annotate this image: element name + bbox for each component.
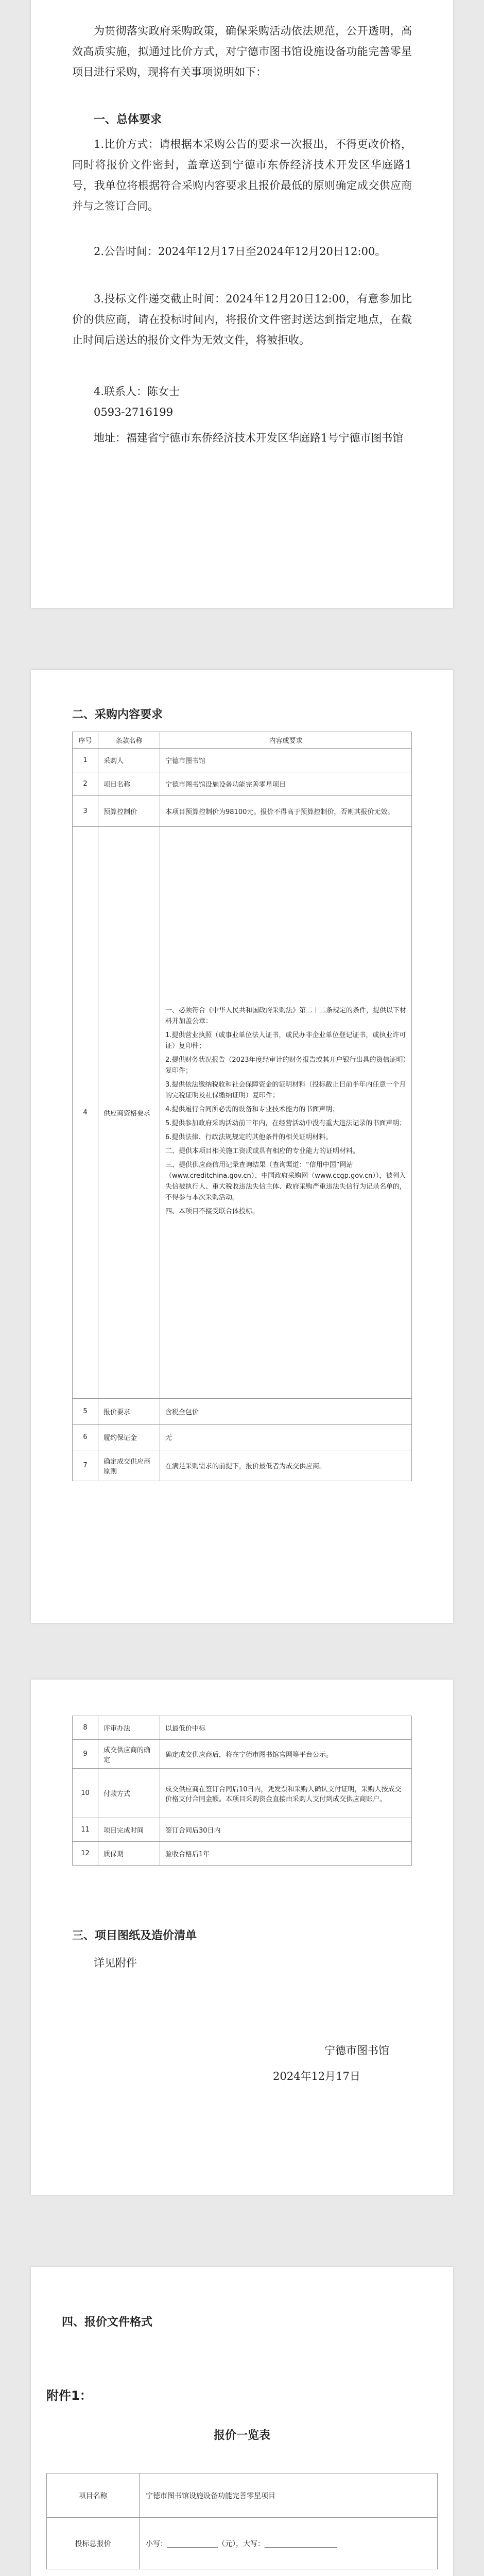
table-row: 1 采购人 宁德市图书馆 — [73, 749, 412, 772]
document-page-1 — [31, 0, 453, 608]
project-name-label: 项目名称 — [47, 2473, 140, 2518]
table-row: 6 履约保证金 无 — [73, 1425, 412, 1450]
drawings-note: 详见附件 — [94, 1957, 137, 1969]
header-content: 内容或要求 — [160, 732, 412, 749]
table-header-row — [73, 732, 412, 749]
table-row: 10 付款方式 成交供应商在签订合同后10日内，凭发票和采购人确认支付证明，采购人按成交价格支付合同金额。本项目采购资金直接由采购人支付到成交供应商账户。 — [73, 1769, 412, 1818]
total-price-label: 投标总报价 — [47, 2518, 140, 2569]
table-row-qualifications: 4 供应商资格要求 一、必须符合《中华人民共和国政府采购法》第二十二条规定的条件，提供以下材料并加盖公章： 1.提供营业执照（或事业单位法人证书，或民办非企业单位登记证书，或执业许可证）复印件； 2.提供财务状况报告（2023年度经审计的财务报告或其开户银行出具的资信证明）复印件； 3.提供依法缴纳税收和社会保障资金的证明材料（投标截止日前半年内任意一个月的完税证明及社保缴纳证明）复印件； 4.提供履行合同所必需的设备和专业技术能力的书面声明； 5.提供参加政府采购活动前三年内，在经营活动中没有重大违法记录的书面声明； 6.提供法律、行政法规规定的其他条件的相关证明材料。 二、提供本项目相关施工资质或具有相应的专业能力的证明材料。 三、提供供应商信用记录查询结果（查询渠道：“信用中国”网站（www.creditchina.gov.cn）、中国政府采购网（www.ccgp.gov.cn）），被列入失信被执行人、重大税收违法失信主体、政府采购严重违法失信行为记录名单的，不得参与本次采购活动。 四、本项目不接受联合体投标。 — [73, 827, 412, 1399]
contact-address: 地址：福建省宁德市东侨经济技术开发区华庭路1号宁德市图书馆 — [94, 432, 404, 444]
table-row: 9 成交供应商的确定 确定成交供应商后，将在宁德市图书馆官网等平台公示。 — [73, 1740, 412, 1769]
table-row: 2 项目名称 宁德市图书馆设施设备功能完善零星项目 — [73, 772, 412, 796]
table-row: 8 评审办法 以最低价中标 — [73, 1716, 412, 1740]
project-name-value: 宁德市图书馆设施设备功能完善零星项目 — [140, 2473, 438, 2518]
document-page-3 — [31, 1680, 453, 2195]
header-clause: 条款名称 — [98, 732, 160, 749]
header-no: 序号 — [73, 732, 98, 749]
table-row — [47, 2518, 438, 2569]
document-page-2 — [31, 670, 453, 1623]
attachment-1-label: 附件1： — [46, 2388, 92, 2403]
table-row: 5 报价要求 含税全包价 — [73, 1399, 412, 1425]
section-heading-format: 四、报价文件格式 — [62, 2316, 153, 2329]
quote-table — [46, 2473, 438, 2569]
table-row: 3 预算控制价 本项目预算控制价为98100元。报价不得高于预算控制价，否则其报价无效。 — [73, 796, 412, 827]
contact-person: 4.联系人：陈女士 — [94, 385, 180, 398]
total-price-value: 小写：______________（元），大写：____________________ — [140, 2518, 438, 2569]
quote-summary-title: 报价一览表 — [213, 2429, 270, 2442]
table-row: 7 确定成交供应商原则 在满足采购需求的前提下，报价最低者为成交供应商。 — [73, 1450, 412, 1481]
requirements-table — [72, 732, 412, 1481]
requirements-table-continued — [72, 1716, 412, 1866]
requirement-item-3: 3.投标文件递交截止时间：2024年12月20日12:00，有意参加比价的供应商，请在投标时间内，将报价文件密封送达到指定地点，在截止时间后送达的报价文件为无效文件，将被拒收。 — [72, 293, 412, 346]
signing-organization: 宁德市图书馆 — [324, 2044, 389, 2057]
section-heading-requirements: 一、总体要求 — [94, 113, 162, 126]
section-heading-content: 二、采购内容要求 — [72, 708, 163, 721]
table-row — [47, 2473, 438, 2518]
table-row: 12 质保期 验收合格后1年 — [73, 1842, 412, 1866]
requirement-item-2: 2.公告时间：2024年12月17日至2024年12月20日12:00。 — [94, 245, 386, 258]
intro-paragraph: 为贯彻落实政府采购政策，确保采购活动依法规范，公开透明，高效高质实施，拟通过比价方式，对宁德市图书馆设施设备功能完善零星项目进行采购，现将有关事项说明如下： — [72, 25, 412, 78]
table-row: 11 项目完成时间 签订合同后30日内 — [73, 1818, 412, 1842]
contact-phone: 0593-2716199 — [94, 406, 174, 418]
document-page-4 — [31, 2267, 453, 2576]
signing-date: 2024年12月17日 — [273, 2070, 360, 2082]
section-heading-drawings: 三、项目图纸及造价清单 — [72, 1929, 197, 1942]
qualification-list: 一、必须符合《中华人民共和国政府采购法》第二十二条规定的条件，提供以下材料并加盖公章： 1.提供营业执照（或事业单位法人证书，或民办非企业单位登记证书，或执业许可证）复印件； 2.提供财务状况报告（2023年度经审计的财务报告或其开户银行出具的资信证明）复印件； 3.提供依法缴纳税收和社会保障资金的证明材料（投标截止日前半年内任意一个月的完税证明及社保缴纳证明）复印件； 4.提供履行合同所必需的设备和专业技术能力的书面声明； 5.提供参加政府采购活动前三年内，在经营活动中没有重大违法记录的书面声明； 6.提供法律、行政法规规定的其他条件的相关证明材料。 二、提供本项目相关施工资质或具有相应的专业能力的证明材料。 三、提供供应商信用记录查询结果（查询渠道：“信用中国”网站（www.creditchina.gov.cn）、中国政府采购网（www.ccgp.gov.cn）），被列入失信被执行人、重大税收违法失信主体、政府采购严重违法失信行为记录名单的，不得参与本次采购活动。 四、本项目不接受联合体投标。 — [160, 827, 412, 1399]
requirement-item-1: 1.比价方式：请根据本采购公告的要求一次报出，不得更改价格，同时将报价文件密封，盖章送到宁德市东侨经济技术开发区华庭路1号，我单位将根据符合采购内容要求且报价最低的原则确定成交供应商并与之签订合同。 — [72, 138, 412, 212]
